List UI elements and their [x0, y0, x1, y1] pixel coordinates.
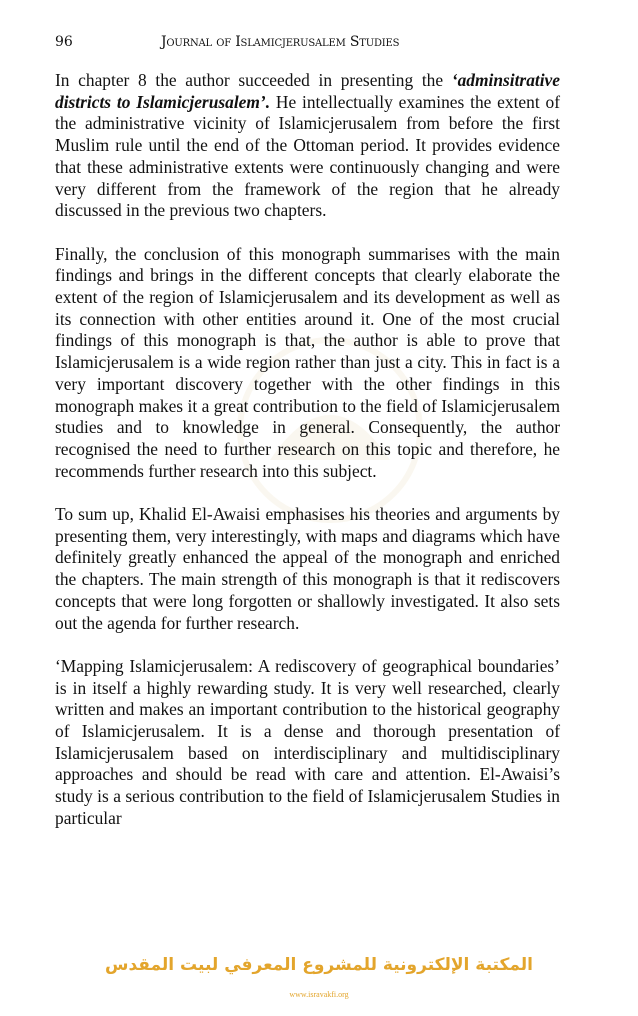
paragraph-4: ‘Mapping Islamicjerusalem: A rediscovery of geographical boundaries’ is in itself a highly rewarding study. It is very well researched, clearly written and makes an important contribution to the historical geography of Islamicjerusalem. It is a dense and thorough presentation of Islamicjerusalem based on interdisciplinary and multidisciplinary approaches and should be read with care and attention. El-Awaisi’s study is a serious contribution to the field of Islamicjerusalem Studies in particular: [55, 655, 560, 828]
paragraph-2: Finally, the conclusion of this monograph summarises with the main findings and brings in the different concepts that clearly elaborate the extent of the region of Islamicjerusalem and its development as well as its connection with other entities around it. One of the most crucial findings of this monograph is that, the author is able to prove that Islamicjerusalem is a wide region rather than just a city. This in fact is a very important discovery together with the other findings in this monograph makes it a great contribution to the field of Islamicjerusalem studies and to knowledge in general. Consequently, the author recognised the need to further research on this topic and therefore, he recommends further research into this subject.: [55, 243, 560, 481]
footer-arabic-title: المكتبة الإلكترونية للمشروع المعرفي لبيت المقدس: [104, 955, 533, 975]
paragraph-1: [55, 70, 560, 222]
running-head: Journal of Islamicjerusalem Studies: [161, 34, 400, 50]
emphasis-chapter-title: ‘adminsitrative districts to Islamicjerusalem’.: [55, 70, 560, 112]
paragraph-1-rest: He intellectually examines the extent of the administrative vicinity of Islamicjerusalem from before the first Muslim rule until the end of the Ottoman period. It provides evidence that these administrative extents were continuously changing and were very different from the framework of the region that he already discussed in the previous two chapters.: [55, 91, 560, 221]
page-header: [55, 34, 560, 56]
page-number: 96: [55, 34, 73, 50]
footer-url: www.isravakfi.org: [289, 990, 349, 999]
body-text: [55, 70, 560, 851]
paragraph-1-start: In chapter 8 the author succeeded in presenting the: [55, 70, 452, 90]
paragraph-3: To sum up, Khalid El-Awaisi emphasises his theories and arguments by presenting them, very interestingly, with maps and diagrams which have definitely greatly enhanced the appeal of the monograph and enriched the chapters. The main strength of this monograph is that it rediscovers concepts that were long forgotten or shallowly investigated. It also sets out the agenda for further research.: [55, 504, 560, 633]
